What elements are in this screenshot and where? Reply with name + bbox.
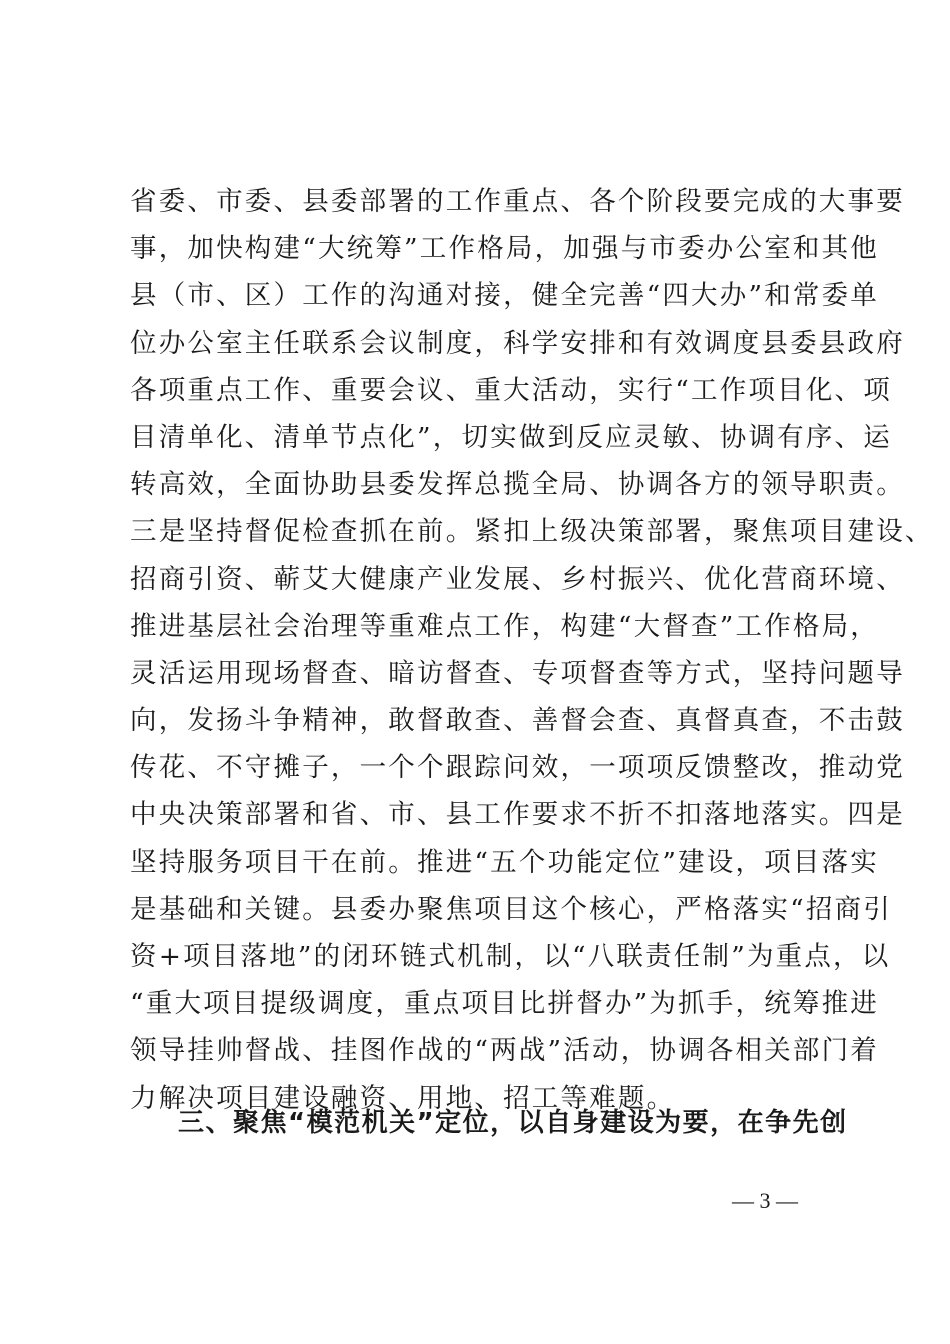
body-line: 县（市、区）工作的沟通对接，健全完善“四大办”和常委单 [130, 280, 879, 312]
body-line: 目清单化、清单节点化”，切实做到反应灵敏、协调有序、运 [130, 421, 892, 453]
body-line: 推进基层社会治理等重难点工作，构建“大督查”工作格局， [130, 610, 879, 642]
body-line: 力解决项目建设融资、用地、招工等难题。 [130, 1082, 676, 1114]
body-line: 向，发扬斗争精神，敢督敢查、善督会查、真督真查，不击鼓 [130, 705, 905, 737]
body-line: 中央决策部署和省、市、县工作要求不折不扣落地落实。四是 [130, 799, 905, 831]
body-line: 灵活运用现场督查、暗访督查、专项督查等方式，坚持问题导 [130, 657, 905, 689]
body-line: 传花、不守摊子，一个个跟踪问效，一项项反馈整改，推动党 [130, 752, 905, 784]
body-text [130, 178, 934, 1122]
page-number: — 3 — [732, 1188, 798, 1213]
body-line: 三是坚持督促检查抓在前。紧扣上级决策部署，聚焦项目建设、 [130, 516, 934, 548]
body-line: 事，加快构建“大统筹”工作格局，加强与市委办公室和其他 [130, 233, 879, 265]
section-heading: 三、聚焦“模范机关”定位，以自身建设为要，在争先创 [178, 1108, 848, 1138]
body-line: 招商引资、蕲艾大健康产业发展、乡村振兴、优化营商环境、 [130, 563, 905, 595]
body-line: 资+项目落地”的闭环链式机制，以“八联责任制”为重点，以 [130, 941, 891, 972]
body-line: 各项重点工作、重要会议、重大活动，实行“工作项目化、项 [130, 374, 892, 406]
body-line: 领导挂帅督战、挂图作战的“两战”活动，协调各相关部门着 [130, 1035, 879, 1067]
body-line: 坚持服务项目干在前。推进“五个功能定位”建设，项目落实 [130, 846, 879, 878]
body-line: 转高效，全面协助县委发挥总揽全局、协调各方的领导职责。 [130, 469, 905, 501]
body-line: 位办公室主任联系会议制度，科学安排和有效调度县委县政府 [130, 327, 905, 359]
body-line: 省委、市委、县委部署的工作重点、各个阶段要完成的大事要 [130, 186, 905, 217]
body-line: “重大项目提级调度，重点项目比拼督办”为抓手，统筹推进 [130, 988, 879, 1020]
body-line: 是基础和关键。县委办聚焦项目这个核心，严格落实“招商引 [130, 893, 892, 925]
